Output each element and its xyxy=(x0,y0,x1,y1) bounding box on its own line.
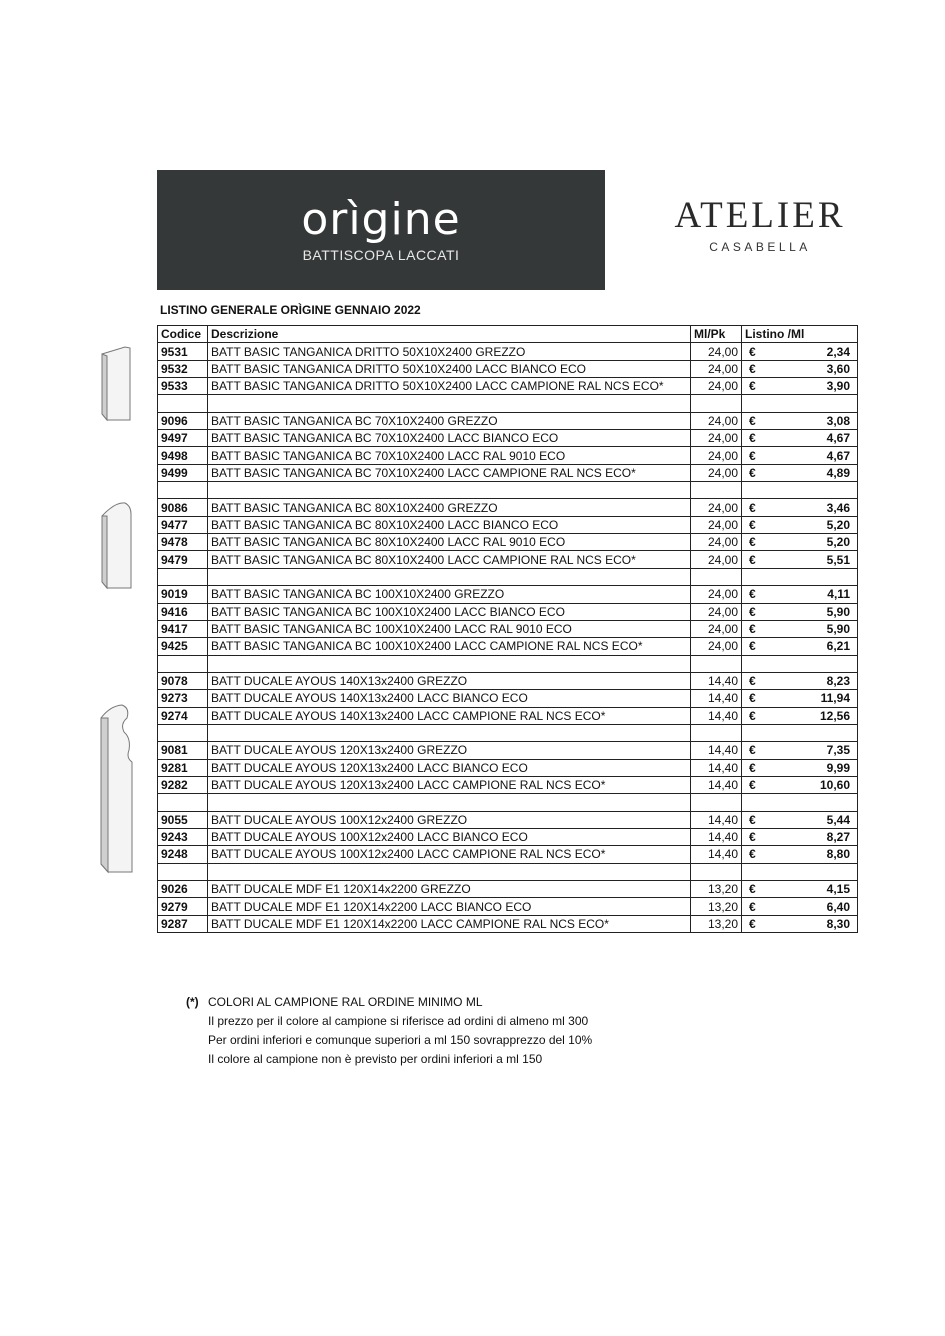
cell-price xyxy=(742,499,858,516)
cell-ml-pk: 14,40 xyxy=(691,690,742,707)
cell-ml-pk xyxy=(691,724,742,741)
table-row xyxy=(158,863,858,880)
origine-banner-logo xyxy=(157,170,605,290)
table-row xyxy=(158,759,858,776)
cell-price xyxy=(742,360,858,377)
table-row xyxy=(158,412,858,429)
cell-code: 9498 xyxy=(158,447,208,464)
cell-code: 9281 xyxy=(158,759,208,776)
cell-description: BATT BASIC TANGANICA BC 80X10X2400 LACC RAL 9010 ECO xyxy=(208,534,691,551)
price-amount: 3,46 xyxy=(826,500,850,515)
table-row xyxy=(158,516,858,533)
table-row xyxy=(158,690,858,707)
price-amount: 8,27 xyxy=(826,830,850,845)
table-row xyxy=(158,776,858,793)
cell-description: BATT BASIC TANGANICA BC 70X10X2400 LACC CAMPIONE RAL NCS ECO* xyxy=(208,464,691,481)
cell-ml-pk: 24,00 xyxy=(691,430,742,447)
table-row xyxy=(158,482,858,499)
table-row xyxy=(158,395,858,412)
price-amount: 6,40 xyxy=(826,899,850,914)
cell-price xyxy=(742,655,858,672)
cell-price xyxy=(742,412,858,429)
cell-code: 9532 xyxy=(158,360,208,377)
currency-symbol: € xyxy=(749,379,756,394)
cell-ml-pk xyxy=(691,482,742,499)
table-row xyxy=(158,430,858,447)
currency-symbol: € xyxy=(749,916,756,931)
table-row xyxy=(158,551,858,568)
cell-code: 9019 xyxy=(158,586,208,603)
cell-price xyxy=(742,776,858,793)
price-amount: 5,20 xyxy=(826,535,850,550)
price-amount: 5,20 xyxy=(826,517,850,532)
atelier-casabella-logo xyxy=(660,196,860,254)
header-ml-pk: Ml/Pk xyxy=(691,326,742,343)
cell-price xyxy=(742,881,858,898)
price-amount: 11,94 xyxy=(820,691,850,706)
cell-description: BATT BASIC TANGANICA DRITTO 50X10X2400 LACC CAMPIONE RAL NCS ECO* xyxy=(208,378,691,395)
cell-code xyxy=(158,482,208,499)
table-row xyxy=(158,586,858,603)
header-code: Codice xyxy=(158,326,208,343)
currency-symbol: € xyxy=(749,587,756,602)
cell-description: BATT BASIC TANGANICA BC 70X10X2400 LACC RAL 9010 ECO xyxy=(208,447,691,464)
table-row xyxy=(158,898,858,915)
price-amount: 8,30 xyxy=(826,916,850,931)
cell-description xyxy=(208,863,691,880)
price-amount: 12,56 xyxy=(819,708,850,723)
cell-description xyxy=(208,724,691,741)
currency-symbol: € xyxy=(749,760,756,775)
cell-code: 9287 xyxy=(158,915,208,932)
currency-symbol: € xyxy=(749,847,756,862)
price-amount: 7,35 xyxy=(826,743,850,758)
table-row xyxy=(158,742,858,759)
cell-description: BATT BASIC TANGANICA BC 80X10X2400 LACC CAMPIONE RAL NCS ECO* xyxy=(208,551,691,568)
price-amount: 2,34 xyxy=(826,344,850,359)
cell-ml-pk: 14,40 xyxy=(691,776,742,793)
cell-price xyxy=(742,516,858,533)
cell-description: BATT DUCALE AYOUS 120X13x2400 GREZZO xyxy=(208,742,691,759)
cell-code: 9416 xyxy=(158,603,208,620)
cell-ml-pk: 14,40 xyxy=(691,759,742,776)
table-row xyxy=(158,360,858,377)
cell-description: BATT BASIC TANGANICA BC 100X10X2400 LACC CAMPIONE RAL NCS ECO* xyxy=(208,638,691,655)
currency-symbol: € xyxy=(749,899,756,914)
table-row xyxy=(158,794,858,811)
price-amount: 9,99 xyxy=(826,760,850,775)
cell-ml-pk: 24,00 xyxy=(691,551,742,568)
currency-symbol: € xyxy=(749,413,756,428)
cell-price xyxy=(742,915,858,932)
cell-code: 9055 xyxy=(158,811,208,828)
cell-description: BATT DUCALE AYOUS 100X12x2400 LACC CAMPIONE RAL NCS ECO* xyxy=(208,846,691,863)
cell-price xyxy=(742,343,858,360)
table-row xyxy=(158,343,858,360)
cell-ml-pk: 24,00 xyxy=(691,516,742,533)
cell-code: 9425 xyxy=(158,638,208,655)
cell-ml-pk: 14,40 xyxy=(691,742,742,759)
table-row xyxy=(158,638,858,655)
cell-description: BATT DUCALE AYOUS 100X12x2400 GREZZO xyxy=(208,811,691,828)
currency-symbol: € xyxy=(749,830,756,845)
cell-description xyxy=(208,395,691,412)
table-row xyxy=(158,464,858,481)
cell-code: 9497 xyxy=(158,430,208,447)
cell-description: BATT BASIC TANGANICA BC 70X10X2400 GREZZO xyxy=(208,412,691,429)
cell-price xyxy=(742,395,858,412)
cell-ml-pk: 24,00 xyxy=(691,343,742,360)
currency-symbol: € xyxy=(749,517,756,532)
cell-ml-pk: 13,20 xyxy=(691,881,742,898)
cell-price xyxy=(742,690,858,707)
cell-code xyxy=(158,724,208,741)
price-amount: 10,60 xyxy=(819,778,850,793)
cell-code: 9096 xyxy=(158,412,208,429)
currency-symbol: € xyxy=(749,691,756,706)
currency-symbol: € xyxy=(749,361,756,376)
note-line-3: Per ordini inferiori e comunque superiori a ml 150 sovrapprezzo del 10% xyxy=(208,1033,593,1047)
cell-description: BATT DUCALE AYOUS 120X13x2400 LACC BIANCO ECO xyxy=(208,759,691,776)
table-row xyxy=(158,655,858,672)
currency-symbol: € xyxy=(749,500,756,515)
cell-price xyxy=(742,586,858,603)
profile-straight-icon xyxy=(97,344,137,424)
cell-price xyxy=(742,551,858,568)
cell-price xyxy=(742,672,858,689)
currency-symbol: € xyxy=(749,708,756,723)
table-row xyxy=(158,620,858,637)
cell-ml-pk: 24,00 xyxy=(691,534,742,551)
note-asterisk-mark: (*) xyxy=(186,995,199,1009)
cell-ml-pk: 24,00 xyxy=(691,620,742,637)
cell-description: BATT BASIC TANGANICA BC 70X10X2400 LACC BIANCO ECO xyxy=(208,430,691,447)
header-description: Descrizione xyxy=(208,326,691,343)
cell-ml-pk: 24,00 xyxy=(691,586,742,603)
cell-ml-pk: 24,00 xyxy=(691,447,742,464)
cell-description: BATT BASIC TANGANICA BC 80X10X2400 LACC BIANCO ECO xyxy=(208,516,691,533)
table-row xyxy=(158,881,858,898)
cell-description xyxy=(208,568,691,585)
cell-price xyxy=(742,707,858,724)
cell-ml-pk: 14,40 xyxy=(691,828,742,845)
cell-code xyxy=(158,863,208,880)
table-row xyxy=(158,707,858,724)
cell-description: BATT BASIC TANGANICA DRITTO 50X10X2400 GREZZO xyxy=(208,343,691,360)
price-amount: 5,90 xyxy=(826,604,850,619)
cell-ml-pk: 24,00 xyxy=(691,499,742,516)
cell-ml-pk: 24,00 xyxy=(691,638,742,655)
cell-ml-pk: 24,00 xyxy=(691,464,742,481)
cell-price xyxy=(742,378,858,395)
currency-symbol: € xyxy=(749,622,756,637)
cell-ml-pk xyxy=(691,655,742,672)
cell-description: BATT BASIC TANGANICA BC 100X10X2400 LACC RAL 9010 ECO xyxy=(208,620,691,637)
cell-price xyxy=(742,811,858,828)
cell-code: 9273 xyxy=(158,690,208,707)
cell-description xyxy=(208,655,691,672)
cell-description: BATT DUCALE AYOUS 120X13x2400 LACC CAMPIONE RAL NCS ECO* xyxy=(208,776,691,793)
currency-symbol: € xyxy=(749,604,756,619)
currency-symbol: € xyxy=(749,465,756,480)
currency-symbol: € xyxy=(749,674,756,689)
cell-ml-pk: 13,20 xyxy=(691,915,742,932)
table-row xyxy=(158,499,858,516)
cell-ml-pk xyxy=(691,794,742,811)
cell-description: BATT DUCALE AYOUS 140X13x2400 LACC BIANCO ECO xyxy=(208,690,691,707)
cell-code xyxy=(158,395,208,412)
cell-ml-pk: 24,00 xyxy=(691,412,742,429)
table-row xyxy=(158,534,858,551)
cell-price xyxy=(742,898,858,915)
cell-code xyxy=(158,568,208,585)
cell-ml-pk: 13,20 xyxy=(691,898,742,915)
cell-ml-pk xyxy=(691,395,742,412)
atelier-word: ATELIER xyxy=(674,195,846,236)
cell-code: 9274 xyxy=(158,707,208,724)
list-title: LISTINO GENERALE ORÌGINE GENNAIO 2022 xyxy=(160,303,421,317)
currency-symbol: € xyxy=(749,552,756,567)
cell-description: BATT BASIC TANGANICA BC 100X10X2400 GREZZO xyxy=(208,586,691,603)
currency-symbol: € xyxy=(749,535,756,550)
price-amount: 6,21 xyxy=(826,639,850,654)
currency-symbol: € xyxy=(749,344,756,359)
price-amount: 8,23 xyxy=(826,674,850,689)
currency-symbol: € xyxy=(749,812,756,827)
cell-code: 9026 xyxy=(158,881,208,898)
cell-description: BATT BASIC TANGANICA DRITTO 50X10X2400 LACC BIANCO ECO xyxy=(208,360,691,377)
price-amount: 4,89 xyxy=(826,465,850,480)
cell-price xyxy=(742,724,858,741)
price-amount: 8,80 xyxy=(826,847,850,862)
cell-description xyxy=(208,482,691,499)
price-amount: 4,11 xyxy=(827,587,850,602)
cell-ml-pk: 14,40 xyxy=(691,846,742,863)
note-text-1: COLORI AL CAMPIONE RAL ORDINE MINIMO ML xyxy=(208,995,483,1009)
cell-price xyxy=(742,638,858,655)
cell-price xyxy=(742,794,858,811)
note-line-1 xyxy=(186,993,592,1012)
cell-ml-pk: 24,00 xyxy=(691,360,742,377)
cell-code xyxy=(158,794,208,811)
cell-price xyxy=(742,759,858,776)
cell-code: 9078 xyxy=(158,672,208,689)
table-row xyxy=(158,603,858,620)
table-row xyxy=(158,724,858,741)
cell-code: 9417 xyxy=(158,620,208,637)
cell-code: 9533 xyxy=(158,378,208,395)
cell-description: BATT DUCALE MDF E1 120X14x2200 LACC BIANCO ECO xyxy=(208,898,691,915)
table-row xyxy=(158,447,858,464)
table-row xyxy=(158,378,858,395)
cell-code: 9477 xyxy=(158,516,208,533)
price-amount: 4,15 xyxy=(826,882,850,897)
price-amount: 4,67 xyxy=(826,431,850,446)
cell-code: 9279 xyxy=(158,898,208,915)
cell-description: BATT BASIC TANGANICA BC 80X10X2400 GREZZO xyxy=(208,499,691,516)
currency-symbol: € xyxy=(749,743,756,758)
cell-description: BATT DUCALE AYOUS 140X13x2400 GREZZO xyxy=(208,672,691,689)
price-amount: 5,44 xyxy=(826,812,850,827)
cell-price xyxy=(742,828,858,845)
note-line-4: Il colore al campione non è previsto per ordini inferiori a ml 150 xyxy=(208,1052,543,1066)
cell-price xyxy=(742,482,858,499)
cell-price xyxy=(742,568,858,585)
currency-symbol: € xyxy=(749,778,756,793)
price-amount: 3,60 xyxy=(826,361,850,376)
casabella-word: CASABELLA xyxy=(709,240,811,254)
cell-description: BATT DUCALE AYOUS 100X12x2400 LACC BIANCO ECO xyxy=(208,828,691,845)
cell-price xyxy=(742,534,858,551)
cell-ml-pk: 24,00 xyxy=(691,378,742,395)
table-row xyxy=(158,672,858,689)
table-row xyxy=(158,568,858,585)
price-amount: 3,90 xyxy=(826,379,850,394)
cell-price xyxy=(742,447,858,464)
price-amount: 5,90 xyxy=(826,622,850,637)
cell-ml-pk xyxy=(691,863,742,880)
cell-price xyxy=(742,742,858,759)
cell-ml-pk: 14,40 xyxy=(691,672,742,689)
currency-symbol: € xyxy=(749,448,756,463)
cell-description: BATT DUCALE AYOUS 140X13x2400 LACC CAMPIONE RAL NCS ECO* xyxy=(208,707,691,724)
cell-ml-pk: 24,00 xyxy=(691,603,742,620)
cell-price xyxy=(742,430,858,447)
cell-price xyxy=(742,603,858,620)
cell-price xyxy=(742,846,858,863)
price-table xyxy=(157,325,858,933)
cell-code: 9086 xyxy=(158,499,208,516)
note-line-2: Il prezzo per il colore al campione si riferisce ad ordini di almeno ml 300 xyxy=(208,1014,589,1028)
table-row xyxy=(158,811,858,828)
cell-price xyxy=(742,620,858,637)
currency-symbol: € xyxy=(749,431,756,446)
cell-code: 9243 xyxy=(158,828,208,845)
banner-subtitle: BATTISCOPA LACCATI xyxy=(302,247,460,263)
price-amount: 4,67 xyxy=(826,448,850,463)
cell-description: BATT BASIC TANGANICA BC 100X10X2400 LACC BIANCO ECO xyxy=(208,603,691,620)
cell-code: 9248 xyxy=(158,846,208,863)
cell-code: 9479 xyxy=(158,551,208,568)
cell-code: 9081 xyxy=(158,742,208,759)
profile-ducale-icon xyxy=(96,702,138,878)
cell-description xyxy=(208,794,691,811)
cell-ml-pk: 14,40 xyxy=(691,707,742,724)
cell-ml-pk: 14,40 xyxy=(691,811,742,828)
cell-code: 9499 xyxy=(158,464,208,481)
table-row xyxy=(158,915,858,932)
header-price: Listino /Ml xyxy=(742,326,858,343)
cell-code: 9531 xyxy=(158,343,208,360)
table-row xyxy=(158,846,858,863)
currency-symbol: € xyxy=(749,882,756,897)
profile-rounded-icon xyxy=(97,500,137,592)
cell-code: 9478 xyxy=(158,534,208,551)
cell-description: BATT DUCALE MDF E1 120X14x2200 LACC CAMPIONE RAL NCS ECO* xyxy=(208,915,691,932)
price-amount: 5,51 xyxy=(826,552,850,567)
price-amount: 3,08 xyxy=(826,413,850,428)
table-row xyxy=(158,828,858,845)
currency-symbol: € xyxy=(749,639,756,654)
cell-price xyxy=(742,464,858,481)
cell-code xyxy=(158,655,208,672)
cell-description: BATT DUCALE MDF E1 120X14x2200 GREZZO xyxy=(208,881,691,898)
banner-brand-word: orìgine xyxy=(301,194,461,245)
cell-code: 9282 xyxy=(158,776,208,793)
table-header-row xyxy=(158,326,858,343)
notes-block xyxy=(186,993,592,1069)
cell-ml-pk xyxy=(691,568,742,585)
cell-price xyxy=(742,863,858,880)
